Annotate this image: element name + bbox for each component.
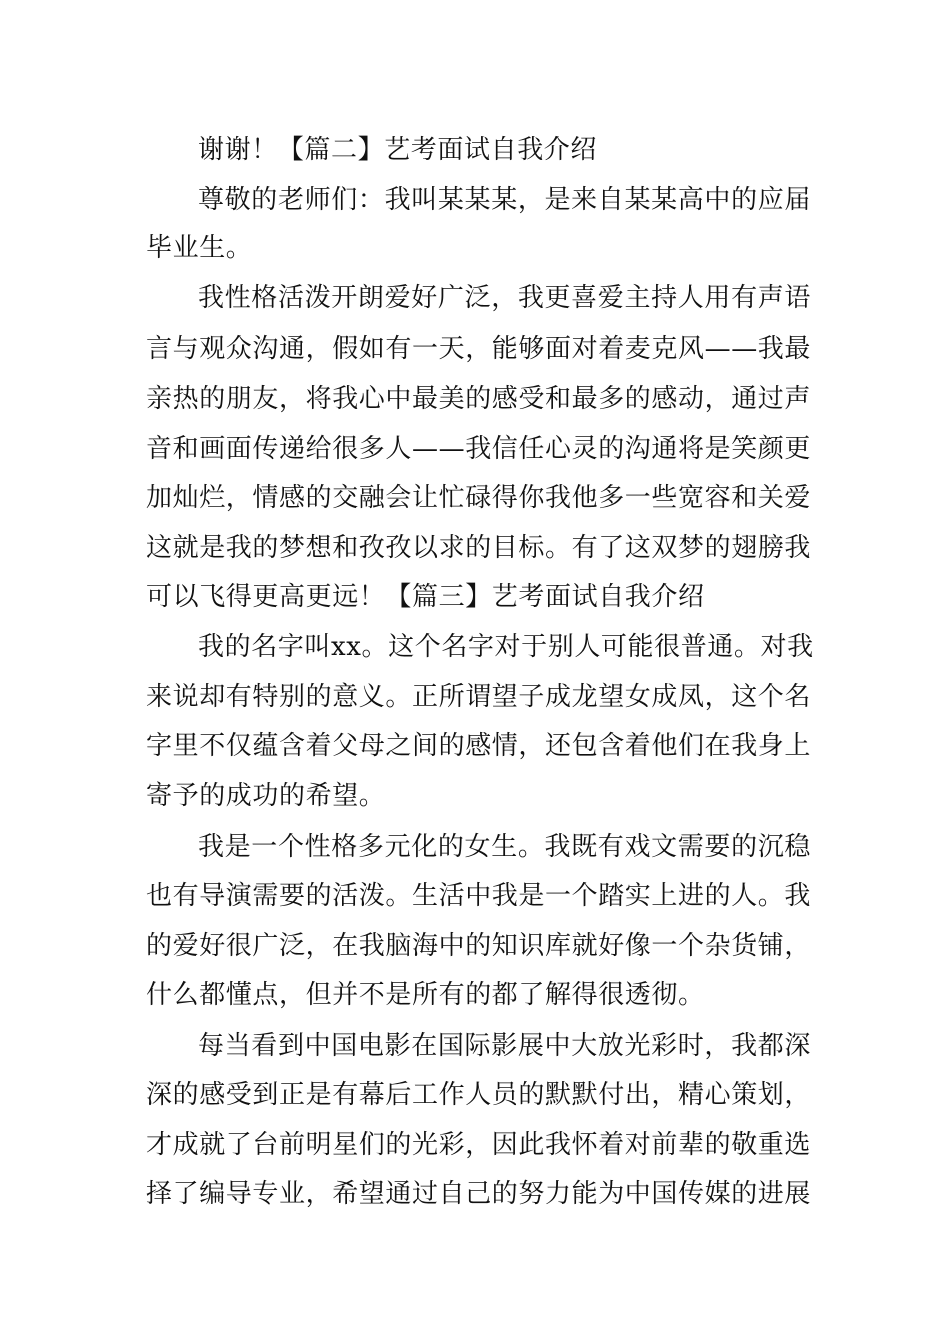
text-line: 谢谢！【篇二】艺考面试自我介绍 [198, 135, 598, 165]
text-line: 的爱好很广泛，在我脑海中的知识库就好像一个杂货铺， [146, 931, 812, 961]
text-line: 毕业生。 [146, 233, 253, 263]
text-line: 才成就了台前明星们的光彩，因此我怀着对前辈的敬重选 [146, 1130, 812, 1160]
text-line: 我是一个性格多元化的女生。我既有戏文需要的沉稳 [198, 832, 811, 862]
text-line: 亲热的朋友，将我心中最美的感受和最多的感动，通过声 [146, 384, 812, 414]
text-line: 这就是我的梦想和孜孜以求的目标。有了这双梦的翅膀我 [146, 533, 812, 563]
text-line: 我的名字叫xx。这个名字对于别人可能很普通。对我 [198, 632, 814, 662]
text-line: 言与观众沟通，假如有一天，能够面对着麦克风——我最 [146, 334, 812, 364]
text-line: 择了编导专业，希望通过自己的努力能为中国传媒的进展 [146, 1179, 812, 1209]
text-line: 尊敬的老师们：我叫某某某，是来自某某高中的应届 [198, 185, 811, 215]
text-line: 字里不仅蕴含着父母之间的感情，还包含着他们在我身上 [146, 731, 812, 761]
text-line: 加灿烂，情感的交融会让忙碌得你我他多一些宽容和关爱 [146, 483, 812, 513]
text-line: 可以飞得更高更远！【篇三】艺考面试自我介绍 [146, 582, 705, 612]
text-line: 每当看到中国电影在国际影展中大放光彩时，我都深 [198, 1031, 811, 1061]
text-line: 也有导演需要的活泼。生活中我是一个踏实上进的人。我 [146, 881, 812, 911]
text-line: 音和画面传递给很多人——我信任心灵的沟通将是笑颜更 [146, 434, 812, 464]
text-line: 什么都懂点，但并不是所有的都了解得很透彻。 [146, 980, 705, 1010]
text-line: 寄予的成功的希望。 [146, 781, 386, 811]
text-line: 我性格活泼开朗爱好广泛，我更喜爱主持人用有声语 [198, 283, 811, 313]
text-line: 来说却有特别的意义。正所谓望子成龙望女成凤，这个名 [146, 682, 812, 712]
text-line: 深的感受到正是有幕后工作人员的默默付出，精心策划， [146, 1080, 812, 1110]
